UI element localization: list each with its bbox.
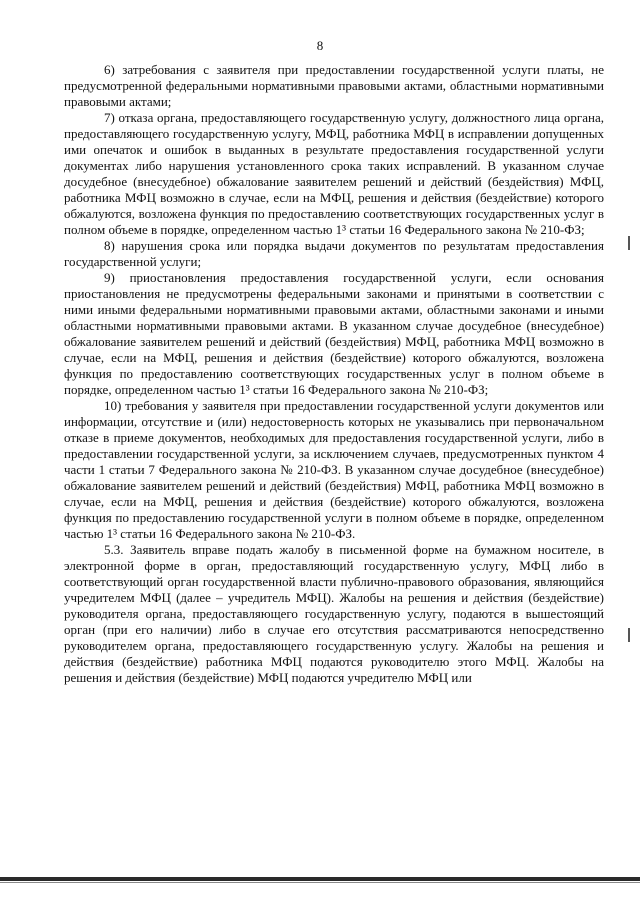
page-number: 8 (316, 38, 324, 53)
document-body (64, 62, 604, 686)
scan-bottom-edge (0, 877, 640, 881)
paragraph-item-9: 9) приостановления предоставления государственной услуги, если основания приостановления не предусмотрены федеральными законами и принятыми в соответствии с ними иными федеральными нормативными правовыми актами, областными законами и иными областными нормативными правовыми актами. В указанном случае досудебное (внесудебное) обжалование заявителем решений и действий (бездействия) МФЦ, работника МФЦ возможно в случае, если на МФЦ, решения и действия (бездействие) которого обжалуются, возложена функция по предоставлению соответствующих государственных услуг в полном объеме в порядке, определенном частью 1³ статьи 16 Федерального закона № 210-ФЗ; (64, 270, 604, 397)
paragraph-item-10: 10) требования у заявителя при предоставлении государственной услуги документов или информации, отсутствие и (или) недостоверность которых не указывались при первоначальном отказе в приеме документов, необходимых для предоставления государственной услуги, либо в предоставлении государственной услуги, за исключением случаев, предусмотренных пунктом 4 части 1 статьи 7 Федерального закона № 210-ФЗ. В указанном случае досудебное (внесудебное) обжалование заявителем решений и действий (бездействия) МФЦ, работника МФЦ возможно в случае, если на МФЦ, решения и действия (бездействие) которого обжалуются, возложена функция по предоставлению государственной услуги в полном объеме в порядке, определенном частью 1³ статьи 16 Федерального закона № 210-ФЗ. (64, 398, 604, 541)
paragraph-item-7: 7) отказа органа, предоставляющего государственную услугу, должностного лица органа, предоставляющего государственную услугу, МФЦ, работника МФЦ в исправлении допущенных ими опечаток и ошибок в выданных в результате предоставления государственной услуги документах либо нарушения установленного срока таких исправлений. В указанном случае досудебное (внесудебное) обжалование заявителем решений и действий (бездействия) МФЦ, работника МФЦ возможно в случае, если на МФЦ, решения и действия (бездействие) которого обжалуются, возложена функция по предоставлению соответствующих государственных услуг в полном объеме в порядке, определенном частью 1³ статьи 16 Федерального закона № 210-ФЗ; (64, 110, 604, 237)
paragraph-item-6: 6) затребования с заявителя при предоставлении государственной услуги платы, не предусмотренной федеральными нормативными правовыми актами, областными нормативными правовыми актами; (64, 62, 604, 109)
scan-bottom-edge-shadow (0, 882, 640, 883)
paragraph-section-5-3: 5.3. Заявитель вправе подать жалобу в письменной форме на бумажном носителе, в электронной форме в орган, предоставляющий государственную услугу, МФЦ либо в соответствующий орган государственной власти публично-правового образования, являющийся учредителем МФЦ (далее – учредитель МФЦ). Жалобы на решения и действия (бездействие) руководителя органа, предоставляющего государственную услугу, подаются в вышестоящий орган (при его наличии) либо в случае его отсутствия рассматриваются непосредственно руководителем органа, предоставляющего государственную услугу. Жалобы на решения и действия (бездействие) работника МФЦ подаются руководителю этого МФЦ. Жалобы на решения и действия (бездействие) МФЦ подаются учредителю МФЦ или (64, 542, 604, 685)
paragraph-item-8: 8) нарушения срока или порядка выдачи документов по результатам предоставления государственной услуги; (64, 238, 604, 269)
scan-margin-mark (628, 628, 630, 642)
scan-margin-mark (628, 236, 630, 250)
